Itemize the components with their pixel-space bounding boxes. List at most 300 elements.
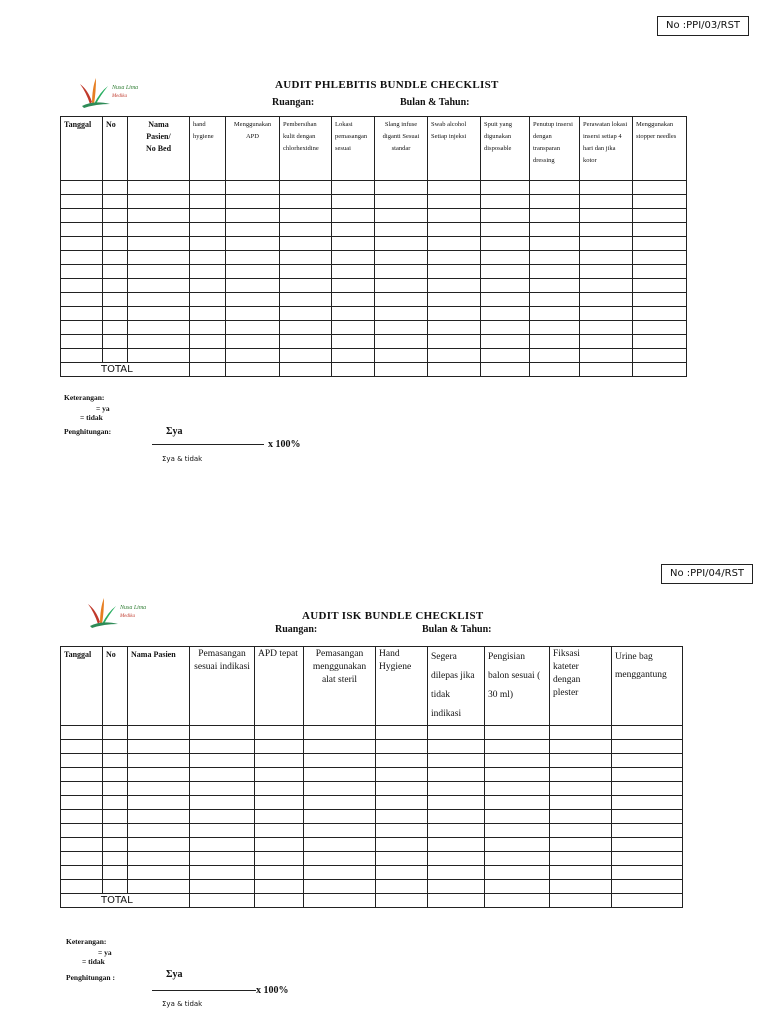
table-cell[interactable] [128,782,190,796]
table-cell[interactable] [530,237,580,251]
table-cell[interactable] [61,852,103,866]
table-cell[interactable] [280,307,332,321]
table-cell[interactable] [190,251,226,265]
table-cell[interactable] [128,824,190,838]
table-cell[interactable] [128,838,190,852]
table-cell[interactable] [226,349,280,363]
table-cell[interactable] [128,740,190,754]
table-cell[interactable] [633,307,687,321]
table-cell[interactable] [190,195,226,209]
table-cell[interactable] [128,195,190,209]
table-cell[interactable] [103,810,128,824]
table-cell[interactable] [332,237,375,251]
table-cell[interactable] [332,195,375,209]
table-cell[interactable] [633,335,687,349]
table-cell[interactable] [550,782,612,796]
table-cell[interactable] [530,181,580,195]
table-cell[interactable] [332,251,375,265]
table-cell[interactable] [61,838,103,852]
table-cell[interactable] [304,852,376,866]
table-cell[interactable] [580,237,633,251]
table-cell[interactable] [428,223,481,237]
table-cell[interactable] [580,349,633,363]
table-cell[interactable] [61,265,103,279]
table-cell[interactable] [103,349,128,363]
table-cell[interactable] [103,754,128,768]
table-cell[interactable] [428,754,485,768]
table-cell[interactable] [128,181,190,195]
table-cell[interactable] [332,307,375,321]
table-cell[interactable] [550,810,612,824]
table-cell[interactable] [103,880,128,894]
table-cell[interactable] [580,279,633,293]
table-cell[interactable] [633,209,687,223]
table-cell[interactable] [255,880,304,894]
table-cell[interactable] [103,209,128,223]
table-cell[interactable] [103,768,128,782]
table-cell[interactable] [428,237,481,251]
table-cell[interactable] [481,195,530,209]
table-cell[interactable] [226,195,280,209]
table-cell[interactable] [580,307,633,321]
table-cell[interactable] [128,293,190,307]
table-cell[interactable] [190,209,226,223]
table-cell[interactable] [550,866,612,880]
table-cell[interactable] [103,237,128,251]
table-cell[interactable] [612,838,683,852]
table-cell[interactable] [226,335,280,349]
table-cell[interactable] [226,209,280,223]
table-cell[interactable] [190,838,255,852]
table-cell[interactable] [580,181,633,195]
table-cell[interactable] [103,782,128,796]
table-cell[interactable] [128,251,190,265]
table-cell[interactable] [376,866,428,880]
table-cell[interactable] [580,321,633,335]
table-cell[interactable] [428,810,485,824]
table-cell[interactable] [428,181,481,195]
table-cell[interactable] [61,279,103,293]
table-cell[interactable] [428,195,481,209]
table-cell[interactable] [280,223,332,237]
table-cell[interactable] [190,181,226,195]
table-cell[interactable] [304,740,376,754]
table-cell[interactable] [103,796,128,810]
table-cell[interactable] [61,754,103,768]
table-cell[interactable] [428,740,485,754]
table-cell[interactable] [376,852,428,866]
table-cell[interactable] [226,223,280,237]
table-cell[interactable] [61,195,103,209]
table-cell[interactable] [128,223,190,237]
table-cell[interactable] [375,195,428,209]
table-cell[interactable] [226,307,280,321]
table-cell[interactable] [612,740,683,754]
table-cell[interactable] [612,782,683,796]
table-cell[interactable] [128,265,190,279]
table-cell[interactable] [633,181,687,195]
table-cell[interactable] [375,307,428,321]
table-cell[interactable] [530,293,580,307]
table-cell[interactable] [375,293,428,307]
table-cell[interactable] [633,349,687,363]
table-cell[interactable] [485,768,550,782]
table-cell[interactable] [103,740,128,754]
table-cell[interactable] [190,321,226,335]
table-cell[interactable] [375,279,428,293]
table-cell[interactable] [428,852,485,866]
table-cell[interactable] [103,321,128,335]
table-cell[interactable] [485,740,550,754]
table-cell[interactable] [103,195,128,209]
table-cell[interactable] [633,321,687,335]
table-cell[interactable] [633,223,687,237]
table-cell[interactable] [280,251,332,265]
table-cell[interactable] [61,796,103,810]
table-cell[interactable] [128,237,190,251]
table-cell[interactable] [332,293,375,307]
table-cell[interactable] [128,754,190,768]
table-cell[interactable] [304,810,376,824]
table-cell[interactable] [376,838,428,852]
table-cell[interactable] [530,349,580,363]
table-cell[interactable] [128,279,190,293]
table-cell[interactable] [103,293,128,307]
table-cell[interactable] [304,768,376,782]
table-cell[interactable] [61,209,103,223]
table-cell[interactable] [61,293,103,307]
table-cell[interactable] [376,824,428,838]
table-cell[interactable] [280,349,332,363]
table-cell[interactable] [580,335,633,349]
table-cell[interactable] [580,195,633,209]
table-cell[interactable] [612,852,683,866]
table-cell[interactable] [612,768,683,782]
table-cell[interactable] [485,866,550,880]
table-cell[interactable] [128,335,190,349]
table-cell[interactable] [190,265,226,279]
table-cell[interactable] [612,880,683,894]
table-cell[interactable] [332,223,375,237]
table-cell[interactable] [376,810,428,824]
table-cell[interactable] [481,321,530,335]
table-cell[interactable] [226,321,280,335]
table-cell[interactable] [304,754,376,768]
table-cell[interactable] [103,838,128,852]
table-cell[interactable] [530,251,580,265]
table-cell[interactable] [481,181,530,195]
table-cell[interactable] [255,782,304,796]
table-cell[interactable] [128,796,190,810]
table-cell[interactable] [255,838,304,852]
table-cell[interactable] [485,782,550,796]
table-cell[interactable] [190,293,226,307]
table-cell[interactable] [226,237,280,251]
table-cell[interactable] [376,782,428,796]
table-cell[interactable] [103,265,128,279]
table-cell[interactable] [226,293,280,307]
table-cell[interactable] [530,223,580,237]
table-cell[interactable] [103,335,128,349]
table-cell[interactable] [481,209,530,223]
table-cell[interactable] [190,349,226,363]
table-cell[interactable] [481,237,530,251]
table-cell[interactable] [128,852,190,866]
table-cell[interactable] [550,880,612,894]
table-cell[interactable] [190,740,255,754]
table-cell[interactable] [304,726,376,740]
table-cell[interactable] [61,181,103,195]
table-cell[interactable] [61,726,103,740]
table-cell[interactable] [428,726,485,740]
table-cell[interactable] [633,195,687,209]
table-cell[interactable] [550,740,612,754]
table-cell[interactable] [61,251,103,265]
table-cell[interactable] [128,810,190,824]
table-cell[interactable] [61,824,103,838]
table-cell[interactable] [481,293,530,307]
table-cell[interactable] [190,307,226,321]
table-cell[interactable] [580,223,633,237]
table-cell[interactable] [428,293,481,307]
table-cell[interactable] [190,768,255,782]
table-cell[interactable] [550,726,612,740]
table-cell[interactable] [103,866,128,880]
table-cell[interactable] [428,782,485,796]
table-cell[interactable] [255,768,304,782]
table-cell[interactable] [612,824,683,838]
table-cell[interactable] [190,824,255,838]
table-cell[interactable] [485,824,550,838]
table-cell[interactable] [530,209,580,223]
table-cell[interactable] [61,810,103,824]
table-cell[interactable] [128,880,190,894]
table-cell[interactable] [428,349,481,363]
table-cell[interactable] [550,838,612,852]
table-cell[interactable] [580,293,633,307]
table-cell[interactable] [103,307,128,321]
table-cell[interactable] [376,754,428,768]
table-cell[interactable] [280,209,332,223]
table-cell[interactable] [481,265,530,279]
table-cell[interactable] [428,796,485,810]
table-cell[interactable] [190,726,255,740]
table-cell[interactable] [375,209,428,223]
table-cell[interactable] [226,279,280,293]
table-cell[interactable] [376,880,428,894]
table-cell[interactable] [280,279,332,293]
table-cell[interactable] [255,824,304,838]
table-cell[interactable] [530,265,580,279]
table-cell[interactable] [61,880,103,894]
table-cell[interactable] [376,796,428,810]
table-cell[interactable] [530,321,580,335]
table-cell[interactable] [304,824,376,838]
table-cell[interactable] [428,866,485,880]
table-cell[interactable] [128,209,190,223]
table-cell[interactable] [255,796,304,810]
table-cell[interactable] [61,223,103,237]
table-cell[interactable] [428,307,481,321]
table-cell[interactable] [190,852,255,866]
table-cell[interactable] [304,838,376,852]
table-cell[interactable] [550,796,612,810]
table-cell[interactable] [280,265,332,279]
table-cell[interactable] [61,349,103,363]
table-cell[interactable] [481,307,530,321]
table-cell[interactable] [485,852,550,866]
table-cell[interactable] [481,223,530,237]
table-cell[interactable] [304,782,376,796]
table-cell[interactable] [633,237,687,251]
table-cell[interactable] [428,768,485,782]
table-cell[interactable] [428,251,481,265]
table-cell[interactable] [103,251,128,265]
table-cell[interactable] [304,796,376,810]
table-cell[interactable] [481,279,530,293]
table-cell[interactable] [428,279,481,293]
table-cell[interactable] [375,265,428,279]
table-cell[interactable] [255,852,304,866]
table-cell[interactable] [61,740,103,754]
table-cell[interactable] [128,768,190,782]
table-cell[interactable] [530,279,580,293]
table-cell[interactable] [485,838,550,852]
table-cell[interactable] [255,754,304,768]
table-cell[interactable] [530,335,580,349]
table-cell[interactable] [332,209,375,223]
table-cell[interactable] [375,237,428,251]
table-cell[interactable] [580,209,633,223]
table-cell[interactable] [332,279,375,293]
table-cell[interactable] [530,307,580,321]
table-cell[interactable] [530,195,580,209]
table-cell[interactable] [376,726,428,740]
table-cell[interactable] [128,307,190,321]
table-cell[interactable] [280,321,332,335]
table-cell[interactable] [103,726,128,740]
table-cell[interactable] [226,181,280,195]
table-cell[interactable] [61,768,103,782]
table-cell[interactable] [428,335,481,349]
table-cell[interactable] [61,866,103,880]
table-cell[interactable] [633,293,687,307]
table-cell[interactable] [280,237,332,251]
table-cell[interactable] [128,726,190,740]
table-cell[interactable] [375,335,428,349]
table-cell[interactable] [428,265,481,279]
table-cell[interactable] [190,237,226,251]
table-cell[interactable] [280,181,332,195]
table-cell[interactable] [128,321,190,335]
table-cell[interactable] [190,335,226,349]
table-cell[interactable] [375,251,428,265]
table-cell[interactable] [376,740,428,754]
table-cell[interactable] [190,796,255,810]
table-cell[interactable] [428,824,485,838]
table-cell[interactable] [375,181,428,195]
table-cell[interactable] [255,866,304,880]
table-cell[interactable] [280,335,332,349]
table-cell[interactable] [485,726,550,740]
table-cell[interactable] [612,866,683,880]
table-cell[interactable] [428,209,481,223]
table-cell[interactable] [280,195,332,209]
table-cell[interactable] [190,754,255,768]
table-cell[interactable] [550,824,612,838]
table-cell[interactable] [190,279,226,293]
table-cell[interactable] [375,223,428,237]
table-cell[interactable] [580,265,633,279]
table-cell[interactable] [481,251,530,265]
table-cell[interactable] [332,335,375,349]
table-cell[interactable] [304,866,376,880]
table-cell[interactable] [103,852,128,866]
table-cell[interactable] [332,321,375,335]
table-cell[interactable] [633,265,687,279]
table-cell[interactable] [485,754,550,768]
table-cell[interactable] [255,726,304,740]
table-cell[interactable] [61,335,103,349]
table-cell[interactable] [485,810,550,824]
table-cell[interactable] [375,349,428,363]
table-cell[interactable] [332,265,375,279]
table-cell[interactable] [226,251,280,265]
table-cell[interactable] [481,335,530,349]
table-cell[interactable] [255,810,304,824]
table-cell[interactable] [612,754,683,768]
table-cell[interactable] [103,279,128,293]
table-cell[interactable] [190,866,255,880]
table-cell[interactable] [633,279,687,293]
table-cell[interactable] [550,852,612,866]
table-cell[interactable] [128,866,190,880]
table-cell[interactable] [550,768,612,782]
table-cell[interactable] [485,796,550,810]
table-cell[interactable] [61,237,103,251]
table-cell[interactable] [428,321,481,335]
table-cell[interactable] [190,223,226,237]
table-cell[interactable] [103,824,128,838]
table-cell[interactable] [304,880,376,894]
table-cell[interactable] [332,349,375,363]
table-cell[interactable] [481,349,530,363]
table-cell[interactable] [375,321,428,335]
table-cell[interactable] [376,768,428,782]
table-cell[interactable] [103,181,128,195]
table-cell[interactable] [612,796,683,810]
table-cell[interactable] [550,754,612,768]
table-cell[interactable] [612,810,683,824]
table-cell[interactable] [61,307,103,321]
table-cell[interactable] [190,782,255,796]
table-cell[interactable] [580,251,633,265]
table-cell[interactable] [255,740,304,754]
table-cell[interactable] [428,880,485,894]
table-cell[interactable] [612,726,683,740]
table-cell[interactable] [280,293,332,307]
table-cell[interactable] [428,838,485,852]
table-cell[interactable] [61,782,103,796]
table-cell[interactable] [128,349,190,363]
table-cell[interactable] [190,880,255,894]
table-cell[interactable] [190,810,255,824]
table-cell[interactable] [332,181,375,195]
table-cell[interactable] [103,223,128,237]
table-cell[interactable] [633,251,687,265]
table-cell[interactable] [61,321,103,335]
table-cell[interactable] [226,265,280,279]
